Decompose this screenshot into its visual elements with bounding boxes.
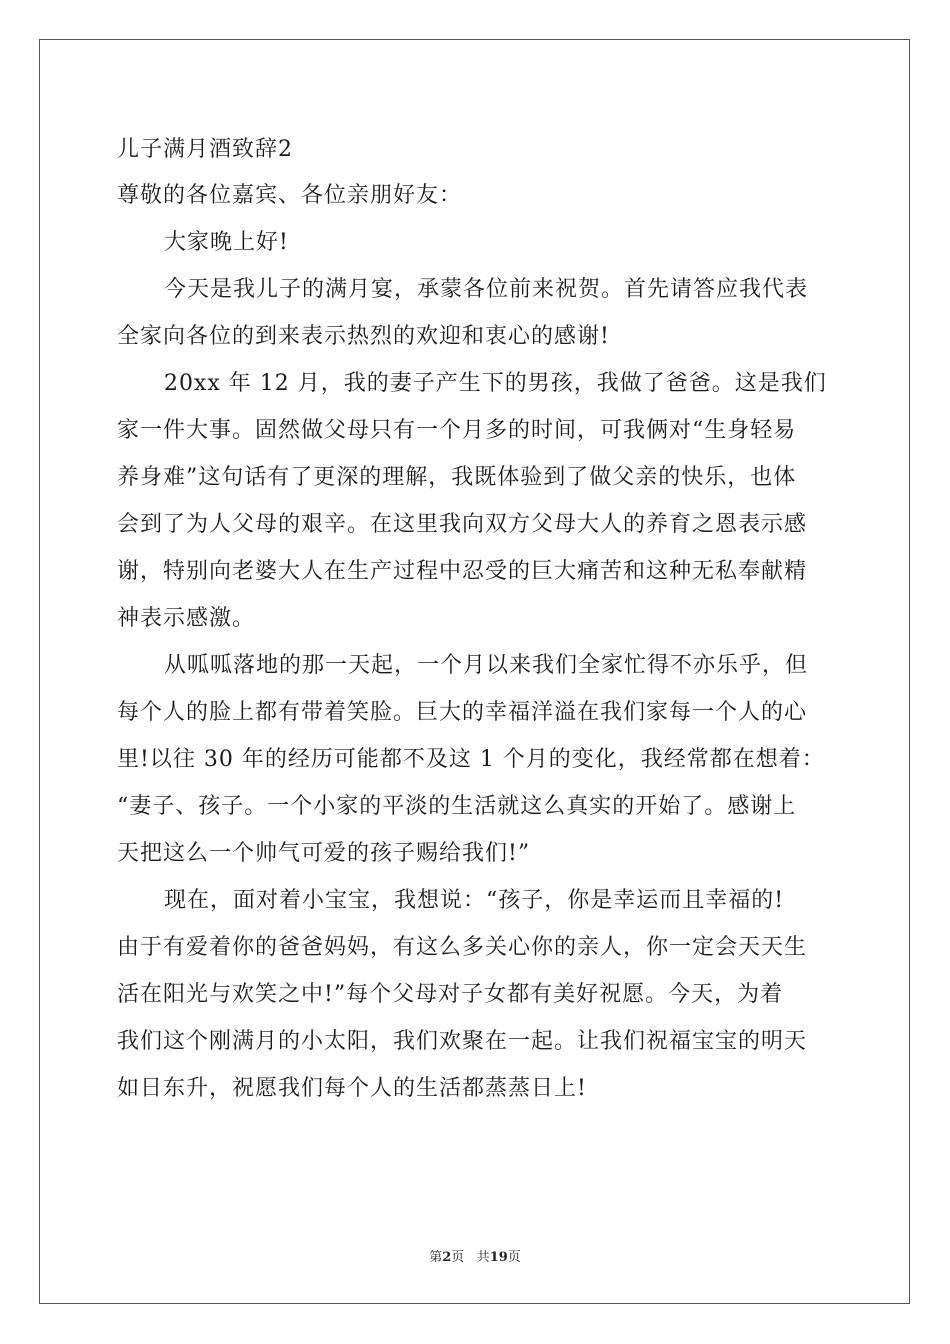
paragraph-line: 我们这个刚满月的小太阳，我们欢聚在一起。让我们祝福宝宝的明天 [117, 1029, 808, 1054]
paragraph-line: 天把这么一个帅气可爱的孩子赐给我们!” [117, 841, 531, 866]
paragraph-line: 里!以往 30 年的经历可能都不及这 1 个月的变化，我经常都在想着： [117, 747, 825, 772]
paragraph-line: 今天是我儿子的满月宴，承蒙各位前来祝贺。首先请答应我代表 [164, 277, 809, 302]
paragraph-3 [117, 642, 833, 877]
page-prefix: 第 [429, 1250, 443, 1265]
paragraph-2 [117, 360, 833, 642]
paragraph-line: 活在阳光与欢笑之中!”每个父母对子女都有美好祝愿。今天，为着 [117, 982, 784, 1007]
document-title: 儿子满月酒致辞2 [117, 137, 293, 162]
greeting: 大家晚上好! [164, 230, 289, 255]
document-body [117, 128, 833, 1112]
salutation: 尊敬的各位嘉宾、各位亲朋好友： [117, 183, 463, 208]
total-suffix: 页 [507, 1250, 521, 1265]
paragraph-line: 神表示感激。 [117, 606, 256, 631]
paragraph-line: 全家向各位的到来表示热烈的欢迎和衷心的感谢! [117, 324, 610, 349]
paragraph-line: “妻子、孩子。一个小家的平淡的生活就这么真实的开始了。感谢上 [117, 794, 797, 819]
paragraph-1 [117, 266, 833, 360]
page-suffix: 页 [451, 1250, 465, 1265]
paragraph-line: 养身难”这句话有了更深的理解，我既体验到了做父亲的快乐，也体 [117, 465, 797, 490]
paragraph-4 [117, 877, 833, 1112]
paragraph-line: 会到了为人父母的艰辛。在这里我向双方父母大人的养育之恩表示感 [117, 512, 808, 537]
paragraph-line: 从呱呱落地的那一天起，一个月以来我们全家忙得不亦乐乎，但 [164, 653, 809, 678]
paragraph-line: 家一件大事。固然做父母只有一个月多的时间，可我俩对“生身轻易 [117, 418, 797, 443]
paragraph-line: 如日东升，祝愿我们每个人的生活都蒸蒸日上! [117, 1076, 587, 1101]
paragraph-line: 由于有爱着你的爸爸妈妈，有这么多关心你的亲人，你一定会天天生 [117, 935, 808, 960]
total-prefix: 共 [476, 1250, 490, 1265]
page-footer [0, 1246, 950, 1265]
paragraph-line: 每个人的脸上都有带着笑脸。巨大的幸福洋溢在我们家每一个人的心 [117, 700, 808, 725]
total-page-count: 19 [489, 1250, 508, 1265]
current-page-number: 2 [442, 1250, 452, 1265]
paragraph-line: 现在，面对着小宝宝，我想说：“孩子，你是幸运而且幸福的! [164, 888, 785, 913]
paragraph-line: 谢，特别向老婆大人在生产过程中忍受的巨大痛苦和这种无私奉献精 [117, 559, 808, 584]
paragraph-line: 20xx 年 12 月，我的妻子产生下的男孩，我做了爸爸。这是我们 [164, 371, 827, 396]
